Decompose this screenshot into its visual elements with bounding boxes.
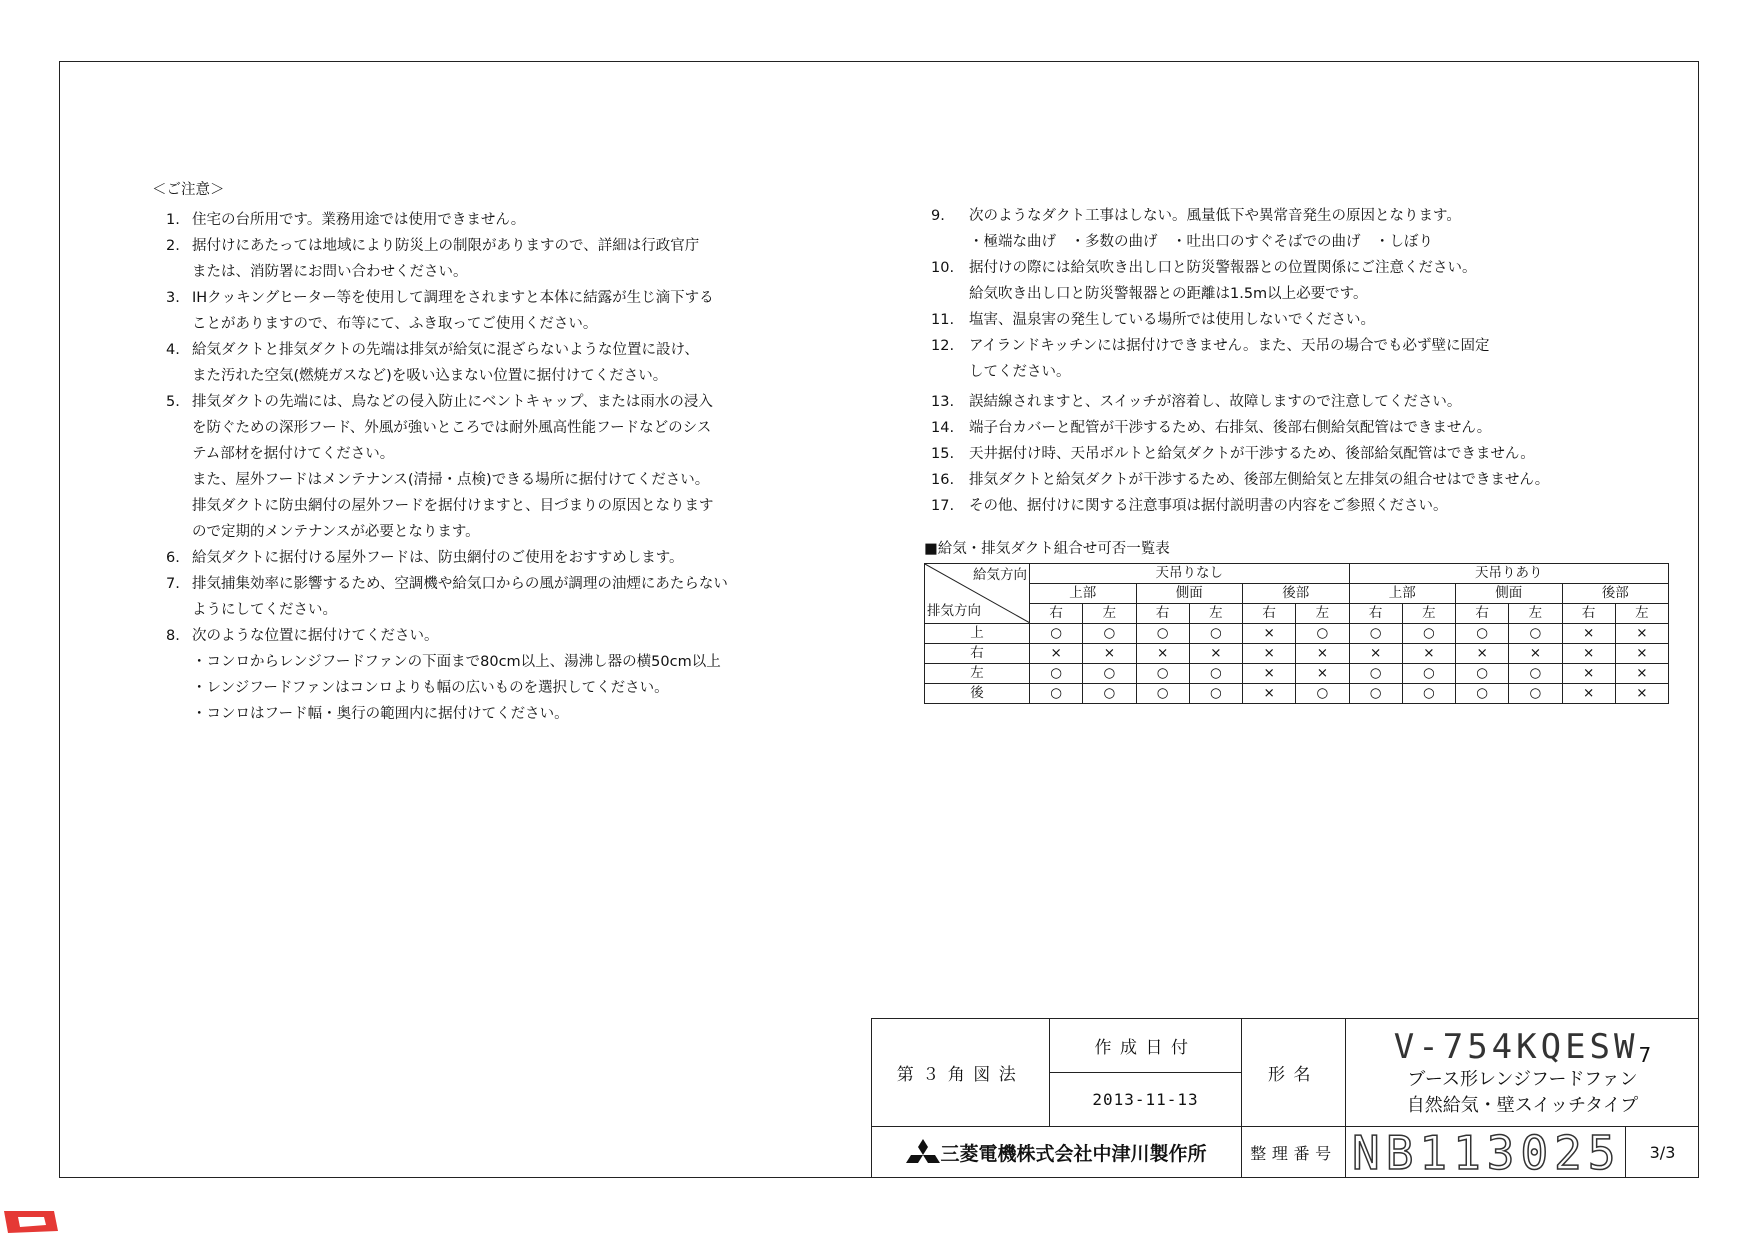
note-line: 次のような位置に据付けてください。 <box>192 628 439 644</box>
note-line: 据付けの際には給気吹き出し口と防災警報器との位置関係にご注意ください。 <box>969 260 1477 276</box>
table-cell: × <box>1083 644 1136 664</box>
note-number: 3. <box>166 290 180 306</box>
note-item <box>152 285 742 337</box>
table-row <box>925 684 1669 704</box>
note-line: ・極端な曲げ ・多数の曲げ ・吐出口のすぐそばでの曲げ ・しぼり <box>969 234 1433 250</box>
note-number: 16. <box>931 472 955 488</box>
table-cell: × <box>1615 664 1668 684</box>
table-cell: ○ <box>1509 624 1562 644</box>
notes-right <box>925 203 1645 519</box>
table-cell: ○ <box>1083 664 1136 684</box>
page-cell <box>1625 1126 1699 1178</box>
exhaust-direction-label: 排気方向 <box>927 603 981 619</box>
table-cell: ○ <box>1030 684 1083 704</box>
table-cell: ○ <box>1349 624 1402 644</box>
table-cell: × <box>1296 664 1349 684</box>
note-item <box>925 389 1645 415</box>
doc-number: NB113025 <box>1352 1125 1622 1180</box>
note-line: アイランドキッチンには据付けできません。また、天吊の場合でも必ず壁に固定 <box>969 338 1490 354</box>
row-label: 後 <box>925 684 1030 704</box>
table-cell: × <box>1136 644 1189 664</box>
table-cell: ○ <box>1189 624 1242 644</box>
note-item <box>152 389 742 545</box>
note-line: ・コンロからレンジフードファンの下面まで80cm以上、湯沸し器の横50cm以上 <box>192 654 721 670</box>
note-item <box>925 493 1645 519</box>
note-line: 端子台カバーと配管が干渉するため、右排気、後部右側給気配管はできません。 <box>969 420 1492 436</box>
table-cell: × <box>1030 644 1083 664</box>
mitsubishi-logo-icon <box>906 1139 940 1167</box>
table-cell: ○ <box>1509 684 1562 704</box>
note-line: ことがありますので、布等にて、ふき取ってご使用ください。 <box>192 316 598 332</box>
note-item <box>925 415 1645 441</box>
projection-cell <box>871 1018 1049 1126</box>
group-header: 天吊りあり <box>1349 564 1669 584</box>
row-label: 左 <box>925 664 1030 684</box>
note-line: ようにしてください。 <box>192 602 337 618</box>
note-line: また汚れた空気(燃焼ガスなど)を吸い込まない位置に据付けてください。 <box>192 368 668 384</box>
note-line: 排気ダクトの先端には、鳥などの侵入防止にベントキャップ、または雨水の浸入 <box>192 394 713 410</box>
table-cell: ○ <box>1349 684 1402 704</box>
note-line: 据付けにあたっては地域により防災上の制限がありますので、詳細は行政官庁 <box>192 238 700 254</box>
company-cell <box>871 1126 1241 1178</box>
side-header: 右 <box>1030 604 1083 624</box>
position-header: 上部 <box>1030 584 1137 604</box>
creation-date: 2013-11-13 <box>1092 1090 1199 1109</box>
note-number: 8. <box>166 628 180 644</box>
note-number: 13. <box>931 394 955 410</box>
note-item <box>152 337 742 389</box>
side-header: 右 <box>1349 604 1402 624</box>
table-cell: × <box>1615 644 1668 664</box>
note-line: 次のようなダクト工事はしない。風量低下や異常音発生の原因となります。 <box>969 208 1461 224</box>
note-item <box>925 203 1645 255</box>
table-cell: × <box>1615 684 1668 704</box>
note-line: 住宅の台所用です。業務用途では使用できません。 <box>192 212 526 228</box>
table-cell: ○ <box>1296 684 1349 704</box>
side-header: 左 <box>1615 604 1668 624</box>
model-suffix: 7 <box>1638 1042 1652 1067</box>
note-number: 10. <box>931 260 955 276</box>
table-cell: × <box>1243 684 1296 704</box>
side-header: 右 <box>1562 604 1615 624</box>
model-cell <box>1345 1018 1699 1126</box>
note-item <box>925 307 1645 333</box>
note-line: 給気ダクトに据付ける屋外フードは、防虫網付のご使用をおすすめします。 <box>192 550 684 566</box>
date-label-cell <box>1049 1018 1241 1072</box>
note-item <box>925 441 1645 467</box>
table-cell: ○ <box>1509 664 1562 684</box>
note-line: IHクッキングヒーター等を使用して調理をされますと本体に結露が生じ滴下する <box>192 290 714 306</box>
table-cell: ○ <box>1456 664 1509 684</box>
date-cell <box>1049 1072 1241 1126</box>
table-cell: × <box>1562 664 1615 684</box>
model-label: 形名 <box>1268 1065 1319 1085</box>
position-header: 後部 <box>1562 584 1669 604</box>
note-number: 17. <box>931 498 955 514</box>
table-cell: ○ <box>1402 664 1455 684</box>
supply-direction-label: 給気方向 <box>973 567 1027 583</box>
note-line: ので定期的メンテナンスが必要となります。 <box>192 524 480 540</box>
model-label-cell <box>1241 1018 1345 1126</box>
table-cell: × <box>1456 644 1509 664</box>
combo-table <box>924 563 1669 704</box>
position-header: 側面 <box>1456 584 1563 604</box>
note-line: 給気ダクトと排気ダクトの先端は排気が給気に混ざらないような位置に設け、 <box>192 342 699 358</box>
table-cell: × <box>1243 664 1296 684</box>
note-line: または、消防署にお問い合わせください。 <box>192 264 468 280</box>
date-label: 作成日付 <box>1094 1038 1197 1058</box>
note-number: 6. <box>166 550 180 566</box>
model-number: V-754KQESW <box>1393 1026 1639 1067</box>
table-cell: ○ <box>1030 624 1083 644</box>
group-header: 天吊りなし <box>1030 564 1350 584</box>
note-number: 15. <box>931 446 955 462</box>
note-item <box>925 333 1645 385</box>
note-line: 天井据付け時、天吊ボルトと給気ダクトが干渉するため、後部給気配管はできません。 <box>969 446 1535 462</box>
table-cell: × <box>1562 684 1615 704</box>
side-header: 左 <box>1509 604 1562 624</box>
table-row <box>925 644 1669 664</box>
table-cell: ○ <box>1083 624 1136 644</box>
note-line: 塩害、温泉害の発生している場所では使用しないでください。 <box>969 312 1375 328</box>
table-cell: ○ <box>1136 624 1189 644</box>
table-cell: ○ <box>1189 664 1242 684</box>
side-header: 左 <box>1296 604 1349 624</box>
table-cell: × <box>1243 644 1296 664</box>
note-line: を防ぐための深形フード、外風が強いところでは耐外風高性能フードなどのシス <box>192 420 712 436</box>
note-number: 14. <box>931 420 955 436</box>
position-header: 側面 <box>1136 584 1243 604</box>
table-cell: ○ <box>1402 624 1455 644</box>
note-line: その他、据付けに関する注意事項は据付説明書の内容をご参照ください。 <box>969 498 1448 514</box>
note-line: してください。 <box>969 364 1071 380</box>
table-corner-cell <box>925 564 1030 624</box>
note-number: 11. <box>931 312 955 328</box>
note-number: 9. <box>931 208 945 224</box>
position-header: 後部 <box>1243 584 1350 604</box>
table-cell: ○ <box>1349 664 1402 684</box>
note-item <box>152 207 742 233</box>
table-cell: ○ <box>1296 624 1349 644</box>
note-number: 4. <box>166 342 180 358</box>
note-number: 1. <box>166 212 180 228</box>
row-label: 上 <box>925 624 1030 644</box>
table-row <box>925 624 1669 644</box>
note-line: 給気吹き出し口と防災警報器との距離は1.5m以上必要です。 <box>969 286 1368 302</box>
note-item <box>925 255 1645 307</box>
side-header: 右 <box>1136 604 1189 624</box>
table-cell: × <box>1562 624 1615 644</box>
doc-number-cell <box>1345 1126 1625 1178</box>
note-line: ・レンジフードファンはコンロよりも幅の広いものを選択してください。 <box>192 680 669 696</box>
table-row <box>925 664 1669 684</box>
note-line: 排気捕集効率に影響するため、空調機や給気口からの風が調理の油煙にあたらない <box>192 576 728 592</box>
table-cell: × <box>1509 644 1562 664</box>
table-cell: × <box>1296 644 1349 664</box>
title-block <box>871 1018 1699 1178</box>
projection-method: 第３角図法 <box>896 1065 1025 1085</box>
table-cell: × <box>1402 644 1455 664</box>
note-item <box>152 623 742 727</box>
company-name: 三菱電機株式会社中津川製作所 <box>940 1143 1207 1165</box>
side-header: 右 <box>1243 604 1296 624</box>
note-number: 2. <box>166 238 180 254</box>
combo-table-title: ■給気・排気ダクト組合せ可否一覧表 <box>924 541 1170 557</box>
side-header: 左 <box>1083 604 1136 624</box>
table-cell: ○ <box>1030 664 1083 684</box>
note-item <box>152 571 742 623</box>
note-item <box>925 467 1645 493</box>
note-line: 排気ダクトに防虫網付の屋外フードを据付けますと、目づまりの原因となります <box>192 498 714 514</box>
page-number: 3/3 <box>1649 1143 1676 1162</box>
side-header: 左 <box>1189 604 1242 624</box>
table-cell: ○ <box>1456 684 1509 704</box>
note-line: 誤結線されますと、スイッチが溶着し、故障しますので注意してください。 <box>969 394 1462 410</box>
note-number: 5. <box>166 394 180 410</box>
note-number: 7. <box>166 576 180 592</box>
note-item <box>152 233 742 285</box>
table-cell: ○ <box>1083 684 1136 704</box>
table-cell: × <box>1615 624 1668 644</box>
table-cell: ○ <box>1402 684 1455 704</box>
table-cell: ○ <box>1189 684 1242 704</box>
note-item <box>152 545 742 571</box>
side-header: 左 <box>1402 604 1455 624</box>
note-line: テム部材を据付けてください。 <box>192 446 395 462</box>
table-cell: ○ <box>1136 664 1189 684</box>
ref-label: 整理番号 <box>1250 1144 1337 1163</box>
table-cell: × <box>1243 624 1296 644</box>
table-cell: × <box>1189 644 1242 664</box>
ref-label-cell <box>1241 1126 1345 1178</box>
side-header: 右 <box>1456 604 1509 624</box>
position-header: 上部 <box>1349 584 1456 604</box>
table-cell: ○ <box>1136 684 1189 704</box>
note-line: また、屋外フードはメンテナンス(清掃・点検)できる場所に据付けてください。 <box>192 472 710 488</box>
model-description-1: ブース形レンジフードファン <box>1407 1068 1638 1090</box>
corner-logo-icon <box>0 1205 60 1239</box>
note-number: 12. <box>931 338 955 354</box>
table-cell: ○ <box>1456 624 1509 644</box>
row-label: 右 <box>925 644 1030 664</box>
table-cell: × <box>1349 644 1402 664</box>
notes-heading: ＜ご注意＞ <box>152 182 225 198</box>
note-line: 排気ダクトと給気ダクトが干渉するため、後部左側給気と左排気の組合せはできません。 <box>969 472 1550 488</box>
note-line: ・コンロはフード幅・奥行の範囲内に据付けてください。 <box>192 706 569 722</box>
table-cell: × <box>1562 644 1615 664</box>
model-description-2: 自然給気・壁スイッチタイプ <box>1406 1094 1639 1116</box>
notes-left <box>152 178 742 727</box>
